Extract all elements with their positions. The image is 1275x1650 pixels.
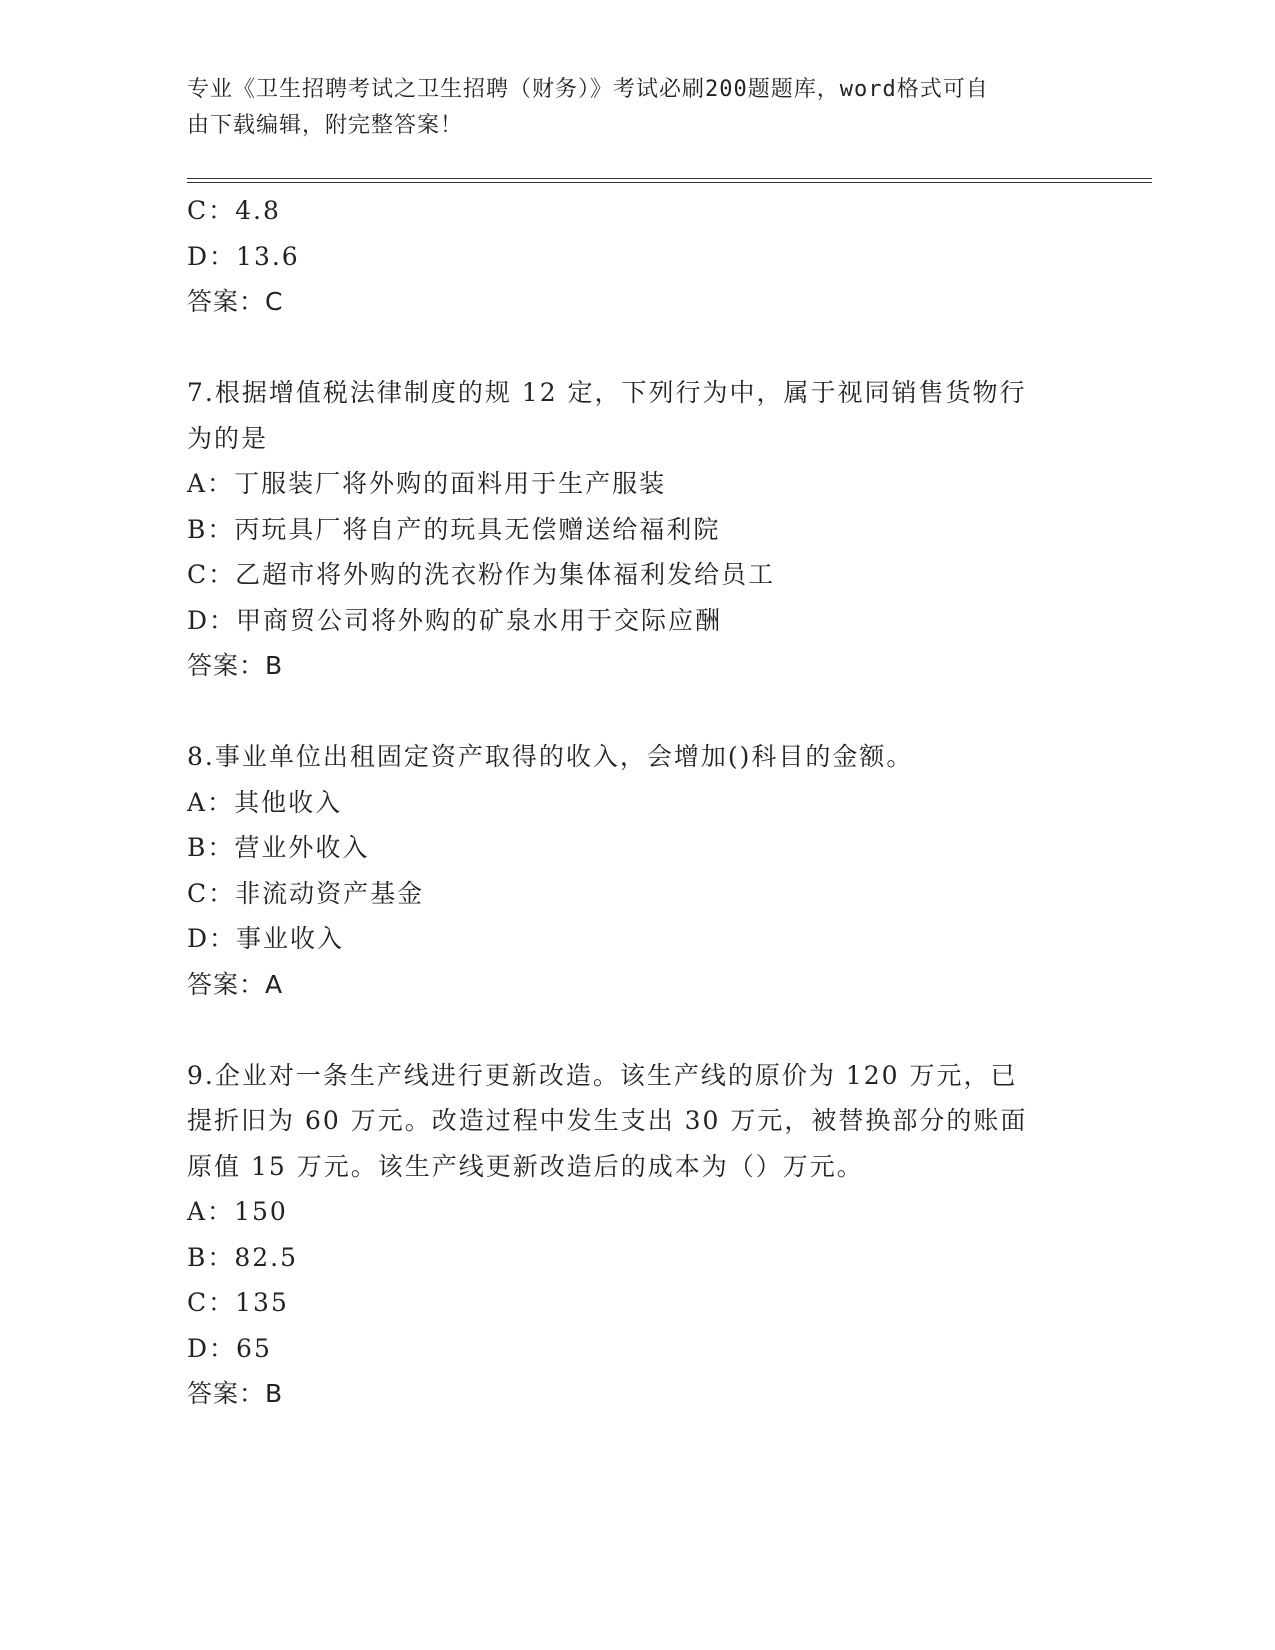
option-c: C：4.8: [187, 196, 281, 225]
answer-line: 答案：C: [187, 287, 284, 316]
option-d: D：13.6: [187, 241, 300, 271]
header-line-2: 由下载编辑，附完整答案！: [187, 113, 464, 138]
option-d: D：65: [187, 1333, 272, 1363]
spacer: [187, 325, 1152, 371]
option-a: A：其他收入: [187, 787, 343, 817]
question-stem: 为的是: [187, 423, 269, 453]
header-divider: [187, 178, 1152, 183]
question-stem: 原值 15 万元。该生产线更新改造后的成本为（）万元。: [187, 1151, 864, 1181]
option-c: C：乙超市将外购的洗衣粉作为集体福利发给员工: [187, 560, 776, 589]
option-b: B：营业外收入: [187, 833, 370, 862]
spacer: [187, 1007, 1152, 1053]
question-7-block: [187, 370, 1152, 689]
answer-line: 答案：B: [187, 1379, 284, 1408]
option-d: D：事业收入: [187, 924, 345, 953]
question-stem: 提折旧为 60 万元。改造过程中发生支出 30 万元，被替换部分的账面: [187, 1106, 1028, 1135]
option-c: C：非流动资产基金: [187, 878, 425, 908]
option-d: D：甲商贸公司将外购的矿泉水用于交际应酬: [187, 605, 723, 635]
question-content: [187, 188, 1152, 1417]
question-stem: 7.根据增值税法律制度的规 12 定，下列行为中，属于视同销售货物行: [187, 378, 1027, 407]
question-stem: 9.企业对一条生产线进行更新改造。该生产线的原价为 120 万元，已: [187, 1060, 1018, 1090]
answer-line: 答案：B: [187, 651, 284, 680]
option-a: A：150: [187, 1197, 288, 1226]
option-b: B：82.5: [187, 1242, 299, 1272]
option-a: A：丁服装厂将外购的面料用于生产服装: [187, 469, 667, 498]
spacer: [187, 689, 1152, 735]
option-c: C：135: [187, 1288, 289, 1317]
prev-question-block: [187, 188, 1152, 325]
document-header: [187, 72, 1067, 144]
question-stem: 8.事业单位出租固定资产取得的收入，会增加()科目的金额。: [187, 742, 914, 771]
option-b: B：丙玩具厂将自产的玩具无偿赠送给福利院: [187, 514, 721, 544]
question-8-block: [187, 734, 1152, 1007]
question-9-block: [187, 1053, 1152, 1417]
answer-line: 答案：A: [187, 969, 284, 999]
header-line-1: 专业《卫生招聘考试之卫生招聘（财务）》考试必刷200题题库，word格式可自: [187, 77, 989, 102]
